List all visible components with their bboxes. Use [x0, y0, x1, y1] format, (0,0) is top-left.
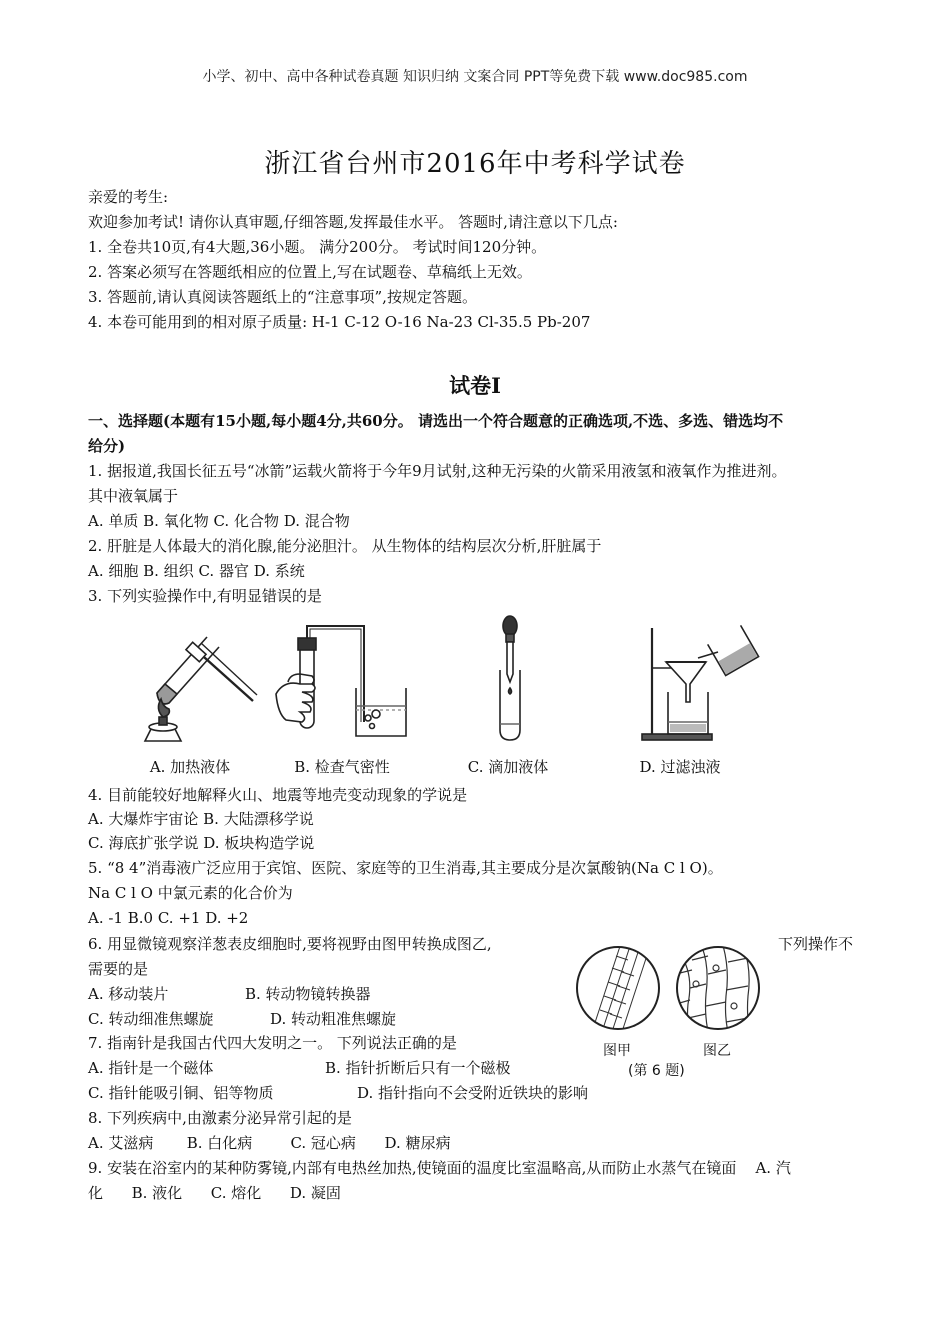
q7-stem: 7. 指南针是我国古代四大发明之一。 下列说法正确的是: [88, 1034, 457, 1052]
q6-option-d: D. 转动粗准焦螺旋: [270, 1010, 397, 1028]
q7-option-c: C. 指针能吸引铜、铝等物质: [88, 1084, 274, 1102]
part1-heading: 一、选择题(本题有15小题,每小题4分,共60分。 请选出一个符合题意的正确选项,不选、多选、错选均不: [88, 412, 784, 430]
section-title: 试卷I: [449, 373, 501, 398]
q9-options: 化 B. 液化 C. 熔化 D. 凝固: [88, 1184, 341, 1202]
q1-stem: 1. 据报道,我国长征五号“冰箭”运载火箭将于今年9月试射,这种无污染的火箭采用液氢和液氧作为推进剂。: [88, 462, 787, 480]
intro-note-2: 2. 答案必须写在答题纸相应的位置上,写在试题卷、草稿纸上无效。: [88, 263, 532, 281]
q6-option-a: A. 移动装片: [88, 985, 169, 1003]
q7-option-b: B. 指针折断后只有一个磁极: [325, 1059, 511, 1077]
q6-microscope-figure: [568, 944, 768, 1040]
q3-label-a: A. 加热液体: [149, 758, 231, 776]
q7-option-a: A. 指针是一个磁体: [88, 1059, 214, 1077]
q1-stem-cont: 其中液氧属于: [88, 487, 179, 505]
q8-options: A. 艾滋病 B. 白化病 C. 冠心病 D. 糖尿病: [88, 1134, 451, 1152]
q1-options: A. 单质 B. 氧化物 C. 化合物 D. 混合物: [88, 512, 350, 530]
q4-options-2: C. 海底扩张学说 D. 板块构造学说: [88, 834, 315, 852]
q4-options-1: A. 大爆炸宇宙论 B. 大陆漂移学说: [88, 810, 314, 828]
q7-option-d: D. 指针指向不会受附近铁块的影响: [357, 1084, 589, 1102]
q3-label-b: B. 检查气密性: [294, 758, 390, 776]
q3-stem: 3. 下列实验操作中,有明显错误的是: [88, 587, 322, 605]
q6-figure-label-b: 图乙: [703, 1043, 731, 1059]
q6-stem-cont: 需要的是: [88, 960, 149, 978]
q3-figure-b-airtightness-check: [272, 618, 412, 746]
intro-greeting: 亲爱的考生:: [88, 188, 169, 206]
intro-note-3: 3. 答题前,请认真阅读答题纸上的“注意事项”,按规定答题。: [88, 288, 477, 306]
q2-stem: 2. 肝脏是人体最大的消化腺,能分泌胆汁。 从生物体的结构层次分析,肝脏属于: [88, 537, 602, 555]
q3-figure-c-dropping-liquid: [470, 612, 550, 744]
q3-label-c: C. 滴加液体: [467, 758, 549, 776]
q5-stem: 5. “8 4”消毒液广泛应用于宾馆、医院、家庭等的卫生消毒,其主要成分是次氯酸钠(Na C l O)。: [88, 859, 723, 877]
header-note: 小学、初中、高中各种试卷真题 知识归纳 文案合同 PPT等免费下载 www.doc985.com: [202, 69, 748, 85]
q6-option-c: C. 转动细准焦螺旋: [88, 1010, 214, 1028]
q4-stem: 4. 目前能较好地解释火山、地震等地壳变动现象的学说是: [88, 786, 468, 804]
part1-heading-cont: 给分): [88, 437, 126, 455]
q5-stem-cont: Na C l O 中氯元素的化合价为: [88, 884, 293, 902]
intro-welcome: 欢迎参加考试! 请你认真审题,仔细答题,发挥最佳水平。 答题时,请注意以下几点:: [88, 213, 618, 231]
page-title: 浙江省台州市2016年中考科学试卷: [264, 149, 686, 179]
q8-stem: 8. 下列疾病中,由激素分泌异常引起的是: [88, 1109, 352, 1127]
intro-note-4: 4. 本卷可能用到的相对原子质量: H-1 C-12 O-16 Na-23 Cl-35.5 Pb-207: [88, 313, 591, 331]
q6-option-b: B. 转动物镜转换器: [245, 985, 371, 1003]
q9-stem: 9. 安装在浴室内的某种防雾镜,内部有电热丝加热,使镜面的温度比室温略高,从而防止水蒸气在镜面 A. 汽: [88, 1159, 791, 1177]
intro-note-1: 1. 全卷共10页,有4大题,36小题。 满分200分。 考试时间120分钟。: [88, 238, 547, 256]
q3-figure-a-heating-liquid: [135, 625, 275, 745]
q3-label-d: D. 过滤浊液: [639, 758, 721, 776]
q6-figure-label-a: 图甲: [603, 1043, 631, 1059]
q6-figure-caption: (第 6 题): [628, 1063, 685, 1079]
q6-stem: 6. 用显微镜观察洋葱表皮细胞时,要将视野由图甲转换成图乙,: [88, 935, 492, 953]
q5-options: A. -1 B.0 C. +1 D. +2: [88, 909, 249, 927]
q2-options: A. 细胞 B. 组织 C. 器官 D. 系统: [88, 562, 305, 580]
q3-figure-d-filtering: [612, 622, 762, 744]
q6-stem-tail: 下列操作不: [778, 935, 854, 953]
